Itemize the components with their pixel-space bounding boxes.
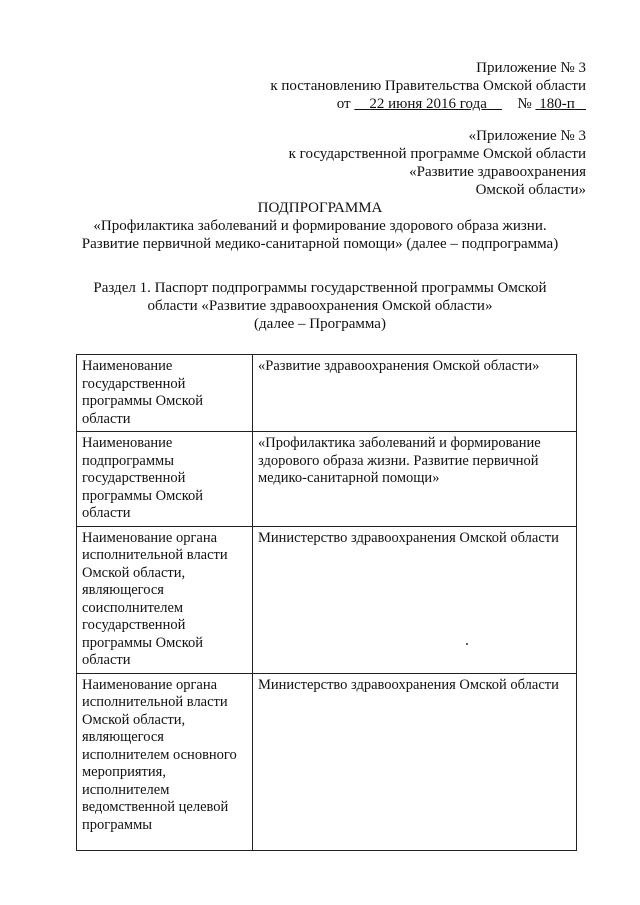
label-line: государственной bbox=[82, 470, 186, 486]
resolution-number: 180-п bbox=[539, 96, 575, 112]
passport-row-label bbox=[77, 673, 253, 850]
label-line: исполнительной власти bbox=[82, 694, 228, 710]
passport-row bbox=[77, 432, 577, 527]
from-prefix: от bbox=[336, 96, 351, 112]
section-heading-line1: Раздел 1. Паспорт подпрограммы государственной программы Омской bbox=[93, 280, 547, 296]
label-line: являющегося bbox=[82, 729, 164, 745]
passport-row-label bbox=[77, 432, 253, 527]
program-appendix-ref: к государственной программе Омской области bbox=[288, 146, 586, 162]
passport-row-label bbox=[77, 355, 253, 432]
value-line: Министерство здравоохранения Омской области bbox=[258, 676, 559, 693]
value-line: здорового образа жизни. Развитие первичной bbox=[258, 452, 539, 469]
label-line: области bbox=[82, 652, 131, 668]
label-line: области bbox=[82, 505, 131, 521]
label-line: Омской области, bbox=[82, 711, 186, 728]
program-appendix-number: «Приложение № 3 bbox=[468, 128, 586, 144]
value-line: «Развитие здравоохранения Омской области» bbox=[258, 358, 540, 374]
passport-table bbox=[76, 354, 577, 851]
label-line: ведомственной целевой bbox=[82, 799, 229, 815]
label-line: Омской области, bbox=[82, 564, 186, 581]
passport-row bbox=[77, 526, 577, 673]
label-line: являющегося bbox=[82, 582, 164, 598]
label-line: Наименование органа bbox=[82, 529, 218, 546]
section-heading bbox=[0, 279, 640, 333]
number-prefix: № bbox=[517, 96, 532, 112]
passport-row-value bbox=[253, 432, 577, 527]
passport-row bbox=[77, 673, 577, 850]
subprogram-name-line1: «Профилактика заболеваний и формирование здорового образа жизни. bbox=[93, 218, 547, 234]
section-heading-line2: области «Развитие здравоохранения Омской области» bbox=[147, 298, 493, 314]
label-line: программы Омской bbox=[82, 487, 204, 504]
resolution-date: 22 июня 2016 года bbox=[369, 96, 487, 112]
scan-speck bbox=[466, 643, 468, 645]
passport-row-value bbox=[253, 355, 577, 432]
value-line: медико-санитарной помощи» bbox=[258, 470, 440, 486]
label-line: государственной bbox=[82, 617, 186, 633]
subprogram-name-line2: Развитие первичной медико-санитарной помощи» (далее – подпрограмма) bbox=[81, 236, 559, 252]
subprogram-title bbox=[0, 199, 640, 253]
label-line: программы Омской bbox=[82, 393, 204, 409]
appendix-resolution-ref: к постановлению Правительства Омской области bbox=[270, 78, 586, 94]
label-line: Наименование bbox=[82, 358, 173, 374]
program-name-line1: «Развитие здравоохранения bbox=[409, 164, 586, 180]
label-line: программы bbox=[82, 816, 152, 833]
passport-row-label bbox=[77, 526, 253, 673]
label-line: Наименование органа bbox=[82, 676, 218, 693]
appendix-program-header bbox=[289, 127, 586, 199]
label-line: Наименование bbox=[82, 435, 173, 451]
subprogram-heading: ПОДПРОГРАММА bbox=[257, 200, 383, 216]
label-line: исполнительной власти bbox=[82, 547, 228, 563]
passport-row bbox=[77, 355, 577, 432]
value-line: Министерство здравоохранения Омской области bbox=[258, 529, 559, 546]
value-line: «Профилактика заболеваний и формирование bbox=[258, 435, 541, 451]
appendix-number: Приложение № 3 bbox=[476, 60, 586, 76]
label-line: подпрограммы bbox=[82, 452, 174, 469]
label-line: мероприятия, bbox=[82, 764, 166, 780]
label-line: исполнителем bbox=[82, 781, 170, 798]
program-name-line2: Омской области» bbox=[475, 182, 586, 198]
label-line: соисполнителем bbox=[82, 599, 184, 616]
passport-row-value bbox=[253, 673, 577, 850]
label-line: государственной bbox=[82, 375, 186, 392]
label-line: программы Омской bbox=[82, 634, 204, 651]
label-line: области bbox=[82, 410, 131, 427]
passport-row-value bbox=[253, 526, 577, 673]
appendix-resolution-header bbox=[270, 59, 586, 113]
label-line: исполнителем основного bbox=[82, 746, 237, 763]
appendix-date-number-line bbox=[270, 95, 586, 113]
section-heading-line3: (далее – Программа) bbox=[254, 316, 386, 332]
